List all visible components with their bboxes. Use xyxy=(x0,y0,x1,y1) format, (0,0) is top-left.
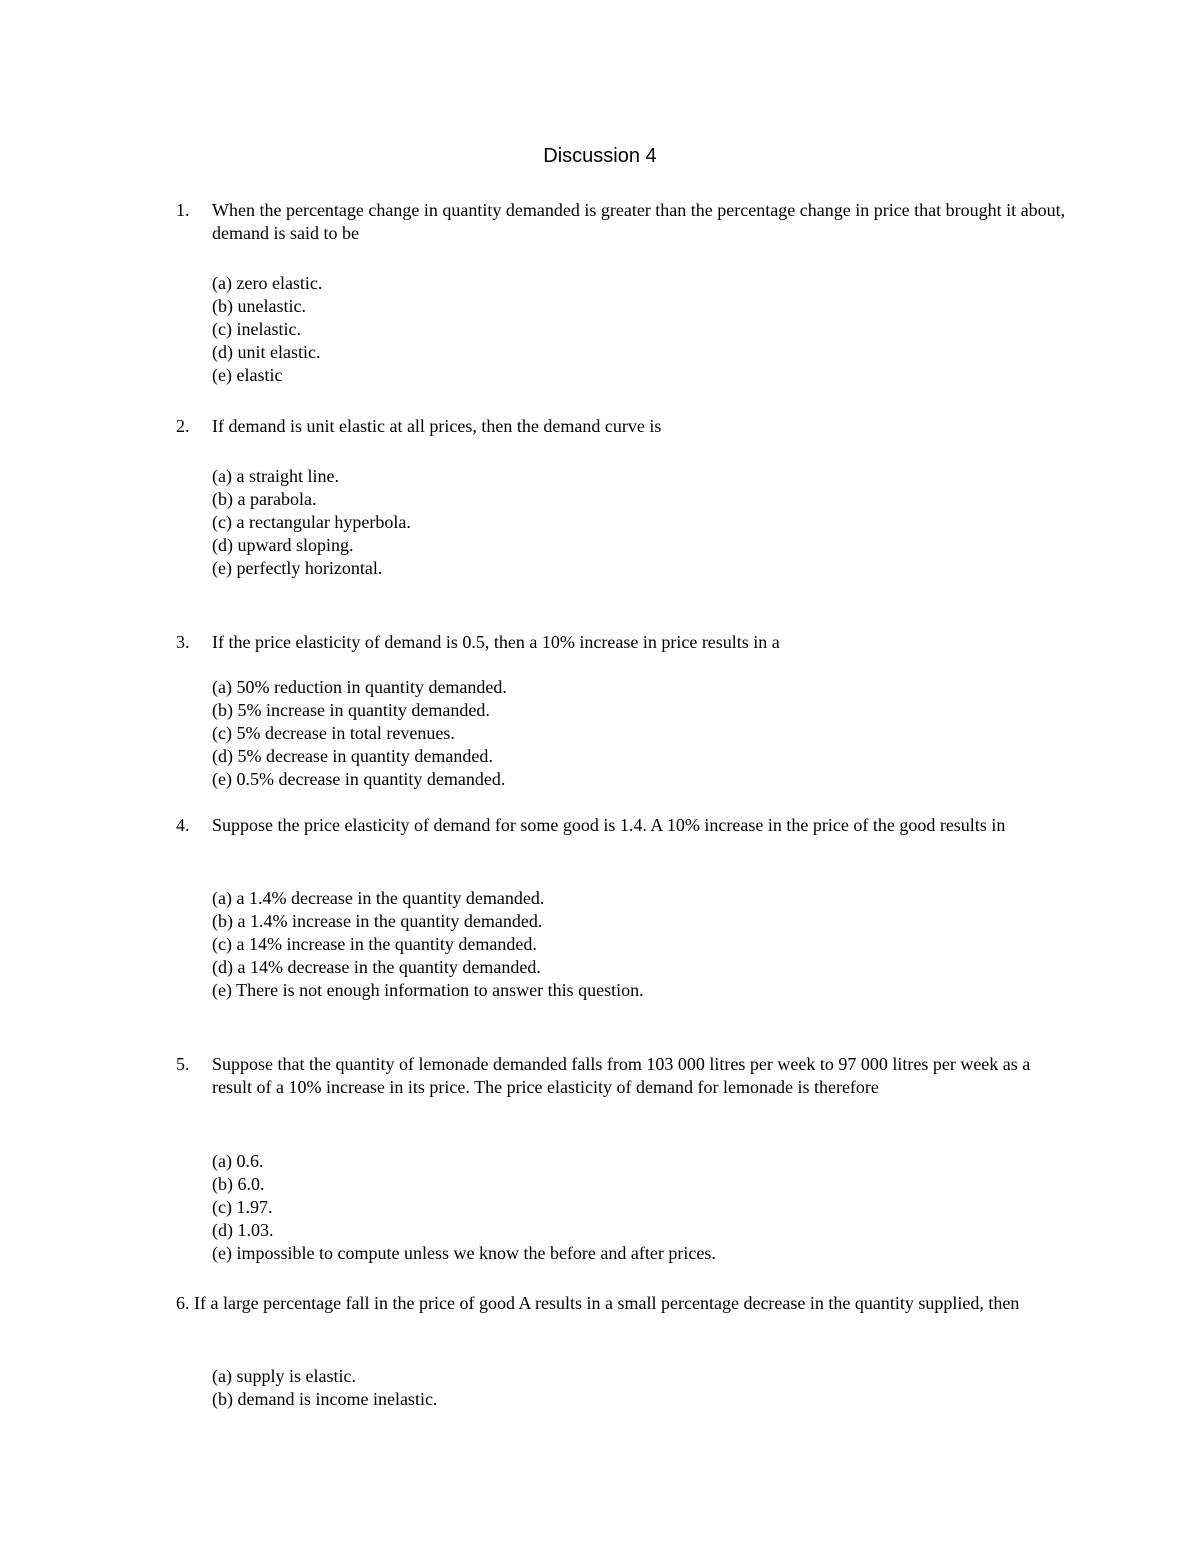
option-c: (c) a rectangular hyperbola. xyxy=(212,512,411,532)
option-a: (a) supply is elastic. xyxy=(212,1366,356,1386)
option-a: (a) zero elastic. xyxy=(212,273,323,293)
option-b: (b) a 1.4% increase in the quantity demanded. xyxy=(212,911,543,931)
question-3 xyxy=(176,631,1066,654)
option-c: (c) 5% decrease in total revenues. xyxy=(212,723,455,743)
option-e: (e) perfectly horizontal. xyxy=(212,558,383,578)
question-6 xyxy=(176,1292,1066,1315)
question-5 xyxy=(176,1053,1066,1099)
question-text: Suppose that the quantity of lemonade demanded falls from 103 000 litres per week to 97 000 litres per week as a result of a 10% increase in its price. The price elasticity of demand for lemonade is therefore xyxy=(212,1054,1031,1097)
option-a: (a) 50% reduction in quantity demanded. xyxy=(212,677,507,697)
question-text: If demand is unit elastic at all prices, then the demand curve is xyxy=(212,416,662,436)
option-b: (b) demand is income inelastic. xyxy=(212,1389,438,1409)
option-d: (d) a 14% decrease in the quantity demanded. xyxy=(212,957,541,977)
option-d: (d) 5% decrease in quantity demanded. xyxy=(212,746,493,766)
question-number: 5. xyxy=(176,1054,190,1074)
option-e: (e) There is not enough information to answer this question. xyxy=(212,980,644,1000)
question-number: 1. xyxy=(176,200,190,220)
question-6-options xyxy=(212,1365,1062,1411)
question-number: 2. xyxy=(176,416,190,436)
option-a: (a) 0.6. xyxy=(212,1151,264,1171)
question-text: When the percentage change in quantity demanded is greater than the percentage change in price that brought it about, demand is said to be xyxy=(212,200,1066,243)
option-a: (a) a 1.4% decrease in the quantity demanded. xyxy=(212,888,545,908)
question-5-options xyxy=(212,1150,1062,1265)
question-number: 3. xyxy=(176,632,190,652)
option-b: (b) unelastic. xyxy=(212,296,306,316)
option-b: (b) a parabola. xyxy=(212,489,317,509)
option-e: (e) elastic xyxy=(212,365,283,385)
option-c: (c) inelastic. xyxy=(212,319,301,339)
option-c: (c) a 14% increase in the quantity demanded. xyxy=(212,934,537,954)
option-d: (d) unit elastic. xyxy=(212,342,321,362)
question-text: Suppose the price elasticity of demand for some good is 1.4. A 10% increase in the price of the good results in xyxy=(212,815,1006,835)
question-text: 6. If a large percentage fall in the price of good A results in a small percentage decrease in the quantity supplied, then xyxy=(176,1293,1020,1313)
option-d: (d) upward sloping. xyxy=(212,535,354,555)
question-2-options xyxy=(212,465,1062,580)
option-b: (b) 6.0. xyxy=(212,1174,265,1194)
page-title: Discussion 4 xyxy=(543,145,657,167)
question-1-options xyxy=(212,272,1062,387)
option-d: (d) 1.03. xyxy=(212,1220,274,1240)
question-text: If the price elasticity of demand is 0.5, then a 10% increase in price results in a xyxy=(212,632,780,652)
option-b: (b) 5% increase in quantity demanded. xyxy=(212,700,490,720)
question-4-options xyxy=(212,887,1062,1002)
question-2 xyxy=(176,415,1066,438)
option-a: (a) a straight line. xyxy=(212,466,339,486)
question-3-options xyxy=(212,676,1062,791)
option-e: (e) 0.5% decrease in quantity demanded. xyxy=(212,769,506,789)
option-c: (c) 1.97. xyxy=(212,1197,273,1217)
option-e: (e) impossible to compute unless we know the before and after prices. xyxy=(212,1243,716,1263)
question-4 xyxy=(176,814,1066,837)
question-number: 4. xyxy=(176,815,190,835)
question-1 xyxy=(176,199,1066,245)
